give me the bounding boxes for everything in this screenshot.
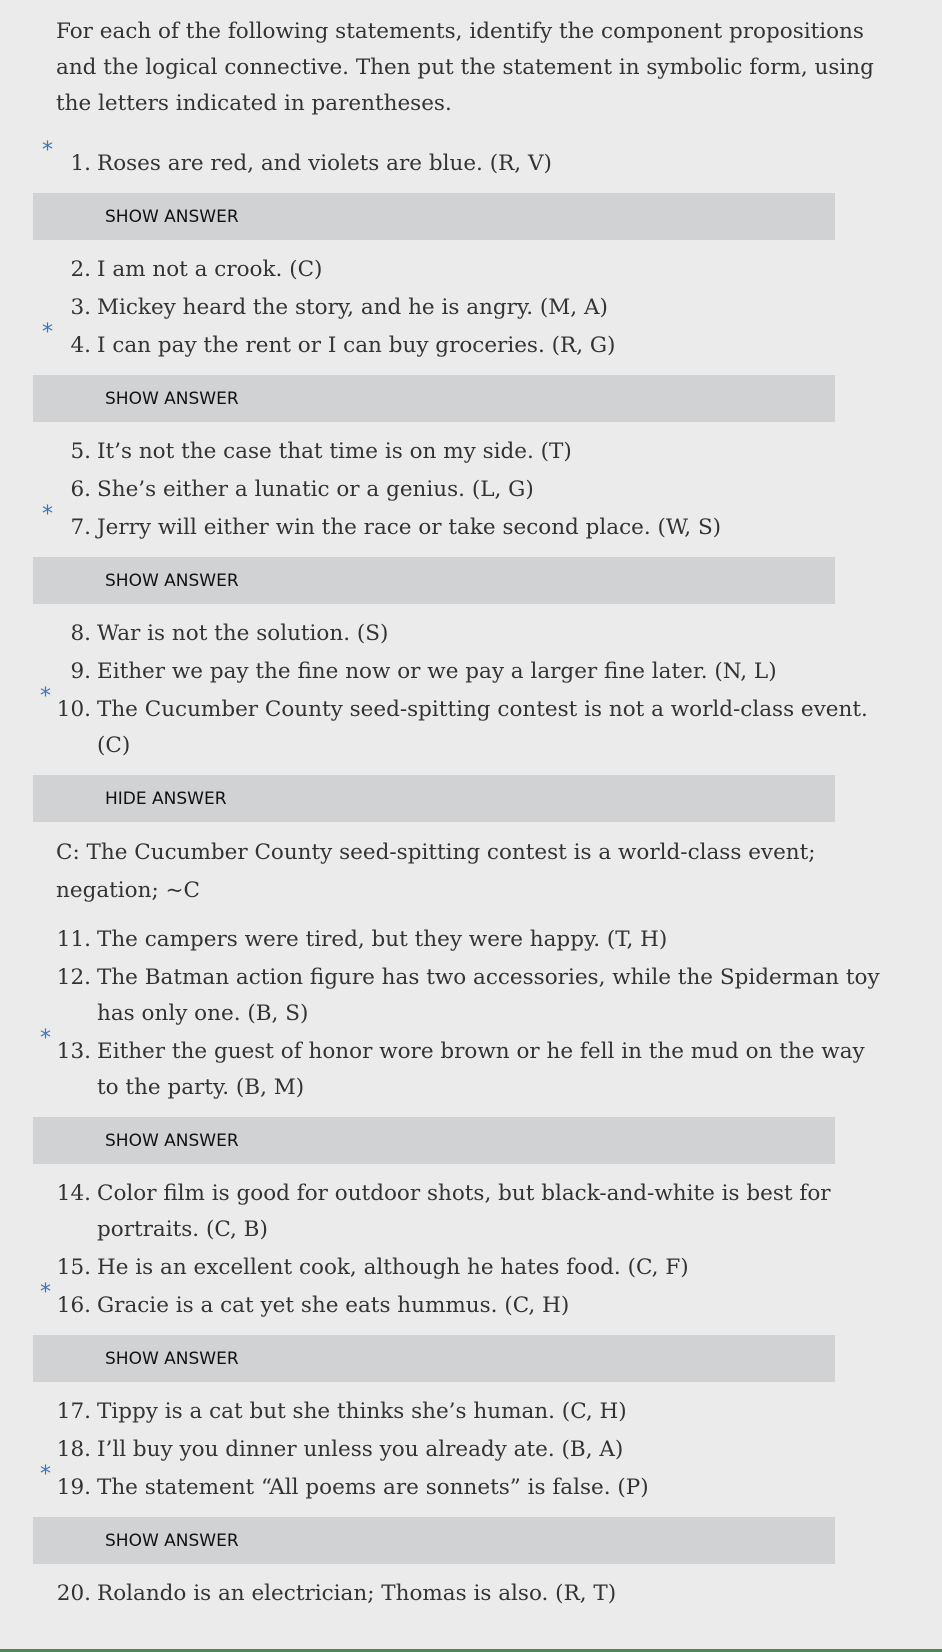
exercise-item-18 [56, 1432, 886, 1468]
exercise-item-16 [40, 1280, 886, 1324]
item-text: Jerry will either win the race or take second place. (W, S) [97, 515, 722, 540]
item-number: 5. [70, 439, 91, 464]
item-text: The campers were tired, but they were happy. (T, H) [97, 927, 668, 952]
item-text: Mickey heard the story, and he is angry. (M, A) [97, 295, 608, 320]
item-number: 8. [70, 621, 91, 646]
item-number: 15. [56, 1255, 91, 1280]
item-number: 16. [56, 1293, 91, 1318]
exercise-item-1 [42, 138, 886, 182]
star-icon: * [42, 320, 53, 345]
item-number: 11. [56, 927, 91, 952]
star-icon: * [42, 138, 53, 163]
item-number: 2. [70, 257, 91, 282]
item-text: Rolando is an electrician; Thomas is also. (R, T) [97, 1581, 617, 1606]
item-text: I can pay the rent or I can buy groceries. (R, G) [97, 333, 616, 358]
item-number: 1. [70, 151, 91, 176]
item-text: It’s not the case that time is on my side. (T) [97, 439, 572, 464]
instructions: For each of the following statements, identify the component propositions and the logical connective. Then put the statement in symbolic form, using the letters indicated in parentheses. [56, 19, 874, 116]
answer-text-10: C: The Cucumber County seed-spitting contest is a world-class event; negation; ~C [56, 840, 816, 903]
exercise-item-19 [40, 1462, 886, 1506]
exercise-item-6 [56, 472, 886, 508]
item-number: 3. [70, 295, 91, 320]
show-answer-button-13[interactable]: SHOW ANSWER [33, 1117, 835, 1164]
item-number: 17. [56, 1399, 91, 1424]
exercise-item-8 [56, 616, 886, 652]
item-text: I’ll buy you dinner unless you already ate. (B, A) [97, 1437, 624, 1462]
item-number: 14. [56, 1181, 91, 1206]
exercise-item-14 [56, 1176, 886, 1248]
show-answer-button-7[interactable]: SHOW ANSWER [33, 557, 835, 604]
star-icon: * [40, 1026, 51, 1051]
item-number: 13. [56, 1039, 91, 1064]
answer-block-19 [15, 1517, 886, 1564]
item-text: Gracie is a cat yet she eats hummus. (C, H) [97, 1293, 570, 1318]
star-icon: * [40, 1280, 51, 1305]
exercise-item-13 [40, 1026, 886, 1106]
item-number: 12. [56, 965, 91, 990]
item-text: Either we pay the fine now or we pay a larger fine later. (N, L) [97, 659, 777, 684]
exercise-item-11 [56, 922, 886, 958]
item-text: She’s either a lunatic or a genius. (L, G) [97, 477, 534, 502]
exercise-item-7 [42, 502, 886, 546]
exercise-item-20 [56, 1576, 886, 1612]
show-answer-button-4[interactable]: SHOW ANSWER [33, 375, 835, 422]
item-number: 7. [70, 515, 91, 540]
item-text: The statement “All poems are sonnets” is false. (P) [97, 1475, 649, 1500]
show-answer-button-16[interactable]: SHOW ANSWER [33, 1335, 835, 1382]
answer-block-16 [15, 1335, 886, 1382]
answer-block-4 [15, 375, 886, 422]
exercise-item-12 [56, 960, 886, 1032]
star-icon: * [40, 684, 51, 709]
item-text: Color film is good for outdoor shots, but black-and-white is best for portraits. (C, B) [97, 1181, 831, 1242]
item-number: 18. [56, 1437, 91, 1462]
exercise-item-9 [56, 654, 886, 690]
hide-answer-button-10[interactable]: HIDE ANSWER [33, 775, 835, 822]
show-answer-button-1[interactable]: SHOW ANSWER [33, 193, 835, 240]
exercise-item-15 [56, 1250, 886, 1286]
item-text: Either the guest of honor wore brown or he fell in the mud on the way to the party. (B, M) [97, 1039, 865, 1100]
item-number: 19. [56, 1475, 91, 1500]
exercise-item-17 [56, 1394, 886, 1430]
answer-block-13 [15, 1117, 886, 1164]
item-text: He is an excellent cook, although he hates food. (C, F) [97, 1255, 689, 1280]
item-number: 6. [70, 477, 91, 502]
item-number: 9. [70, 659, 91, 684]
exercise-item-4 [42, 320, 886, 364]
answer-block-1 [15, 193, 886, 240]
item-text: War is not the solution. (S) [97, 621, 389, 646]
item-text: The Batman action figure has two accessories, while the Spiderman toy has only one. (B, S) [97, 965, 880, 1026]
answer-block-7 [15, 557, 886, 604]
show-answer-button-19[interactable]: SHOW ANSWER [33, 1517, 835, 1564]
item-text: The Cucumber County seed-spitting contest is not a world-class event. (C) [97, 697, 868, 758]
item-number: 20. [56, 1581, 91, 1606]
exercise-item-10 [40, 684, 886, 764]
answer-block-10 [15, 775, 886, 910]
star-icon: * [40, 1462, 51, 1487]
item-number: 10. [56, 697, 91, 722]
item-number: 4. [70, 333, 91, 358]
exercise-list [40, 138, 886, 1612]
exercise-item-3 [56, 290, 886, 326]
exercise-item-2 [56, 252, 886, 288]
exercise-section [40, 14, 886, 1614]
item-text: Roses are red, and violets are blue. (R, V) [97, 151, 552, 176]
item-text: I am not a crook. (C) [97, 257, 323, 282]
exercise-item-5 [56, 434, 886, 470]
star-icon: * [42, 502, 53, 527]
item-text: Tippy is a cat but she thinks she’s human. (C, H) [97, 1399, 627, 1424]
